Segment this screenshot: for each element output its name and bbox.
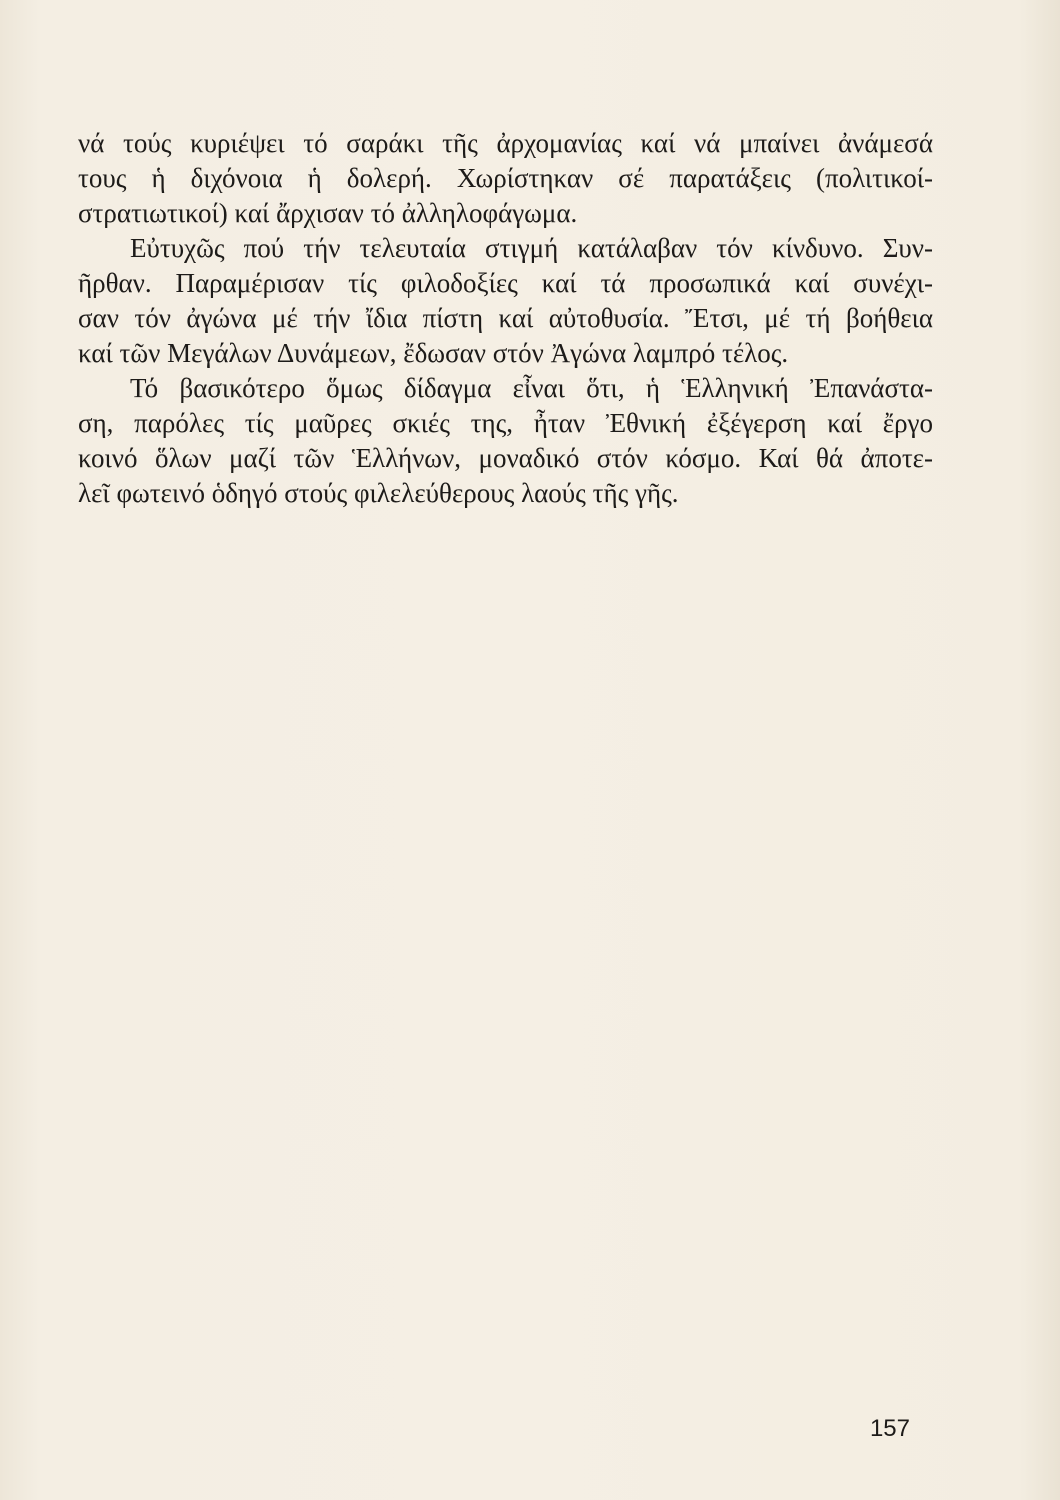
text-line: νά τούς κυριέψει τό σαράκι τῆς ἀρχομανίας καί νά μπαίνει ἀνάμεσά bbox=[78, 128, 933, 158]
text-line: Εὐτυχῶς πού τήν τελευταία στιγμή κατάλαβαν τόν κίνδυνο. Συν- bbox=[130, 233, 933, 263]
text-line: σαν τόν ἀγώνα μέ τήν ἴδια πίστη καί αὐτοθυσία. Ἔτσι, μέ τή βοήθεια bbox=[78, 303, 933, 333]
text-line: καί τῶν Μεγάλων Δυνάμεων, ἔδωσαν στόν Ἀγώνα λαμπρό τέλος. bbox=[78, 338, 789, 368]
text-line: κοινό ὅλων μαζί τῶν Ἑλλήνων, μοναδικό στόν κόσμο. Καί θά ἀποτε- bbox=[78, 443, 933, 473]
text-line: Τό βασικότερο ὅμως δίδαγμα εἶναι ὅτι, ἡ Ἑλληνική Ἐπανάστα- bbox=[130, 373, 933, 403]
text-line: ῆρθαν. Παραμέρισαν τίς φιλοδοξίες καί τά προσωπικά καί συνέχι- bbox=[78, 268, 933, 298]
body-text bbox=[78, 126, 933, 511]
text-line: λεῖ φωτεινό ὁδηγό στούς φιλελεύθερους λαούς τῆς γῆς. bbox=[78, 478, 679, 508]
text-line: στρατιωτικοί) καί ἄρχισαν τό ἀλληλοφάγωμα. bbox=[78, 198, 578, 228]
text-line: τους ἡ διχόνοια ἡ δολερή. Χωρίστηκαν σέ παρατάξεις (πολιτικοί- bbox=[78, 163, 933, 193]
text-line: ση, παρόλες τίς μαῦρες σκιές της, ἦταν Ἐθνική ἐξέγερση καί ἔργο bbox=[78, 408, 933, 438]
page-number: 157 bbox=[869, 1415, 910, 1442]
